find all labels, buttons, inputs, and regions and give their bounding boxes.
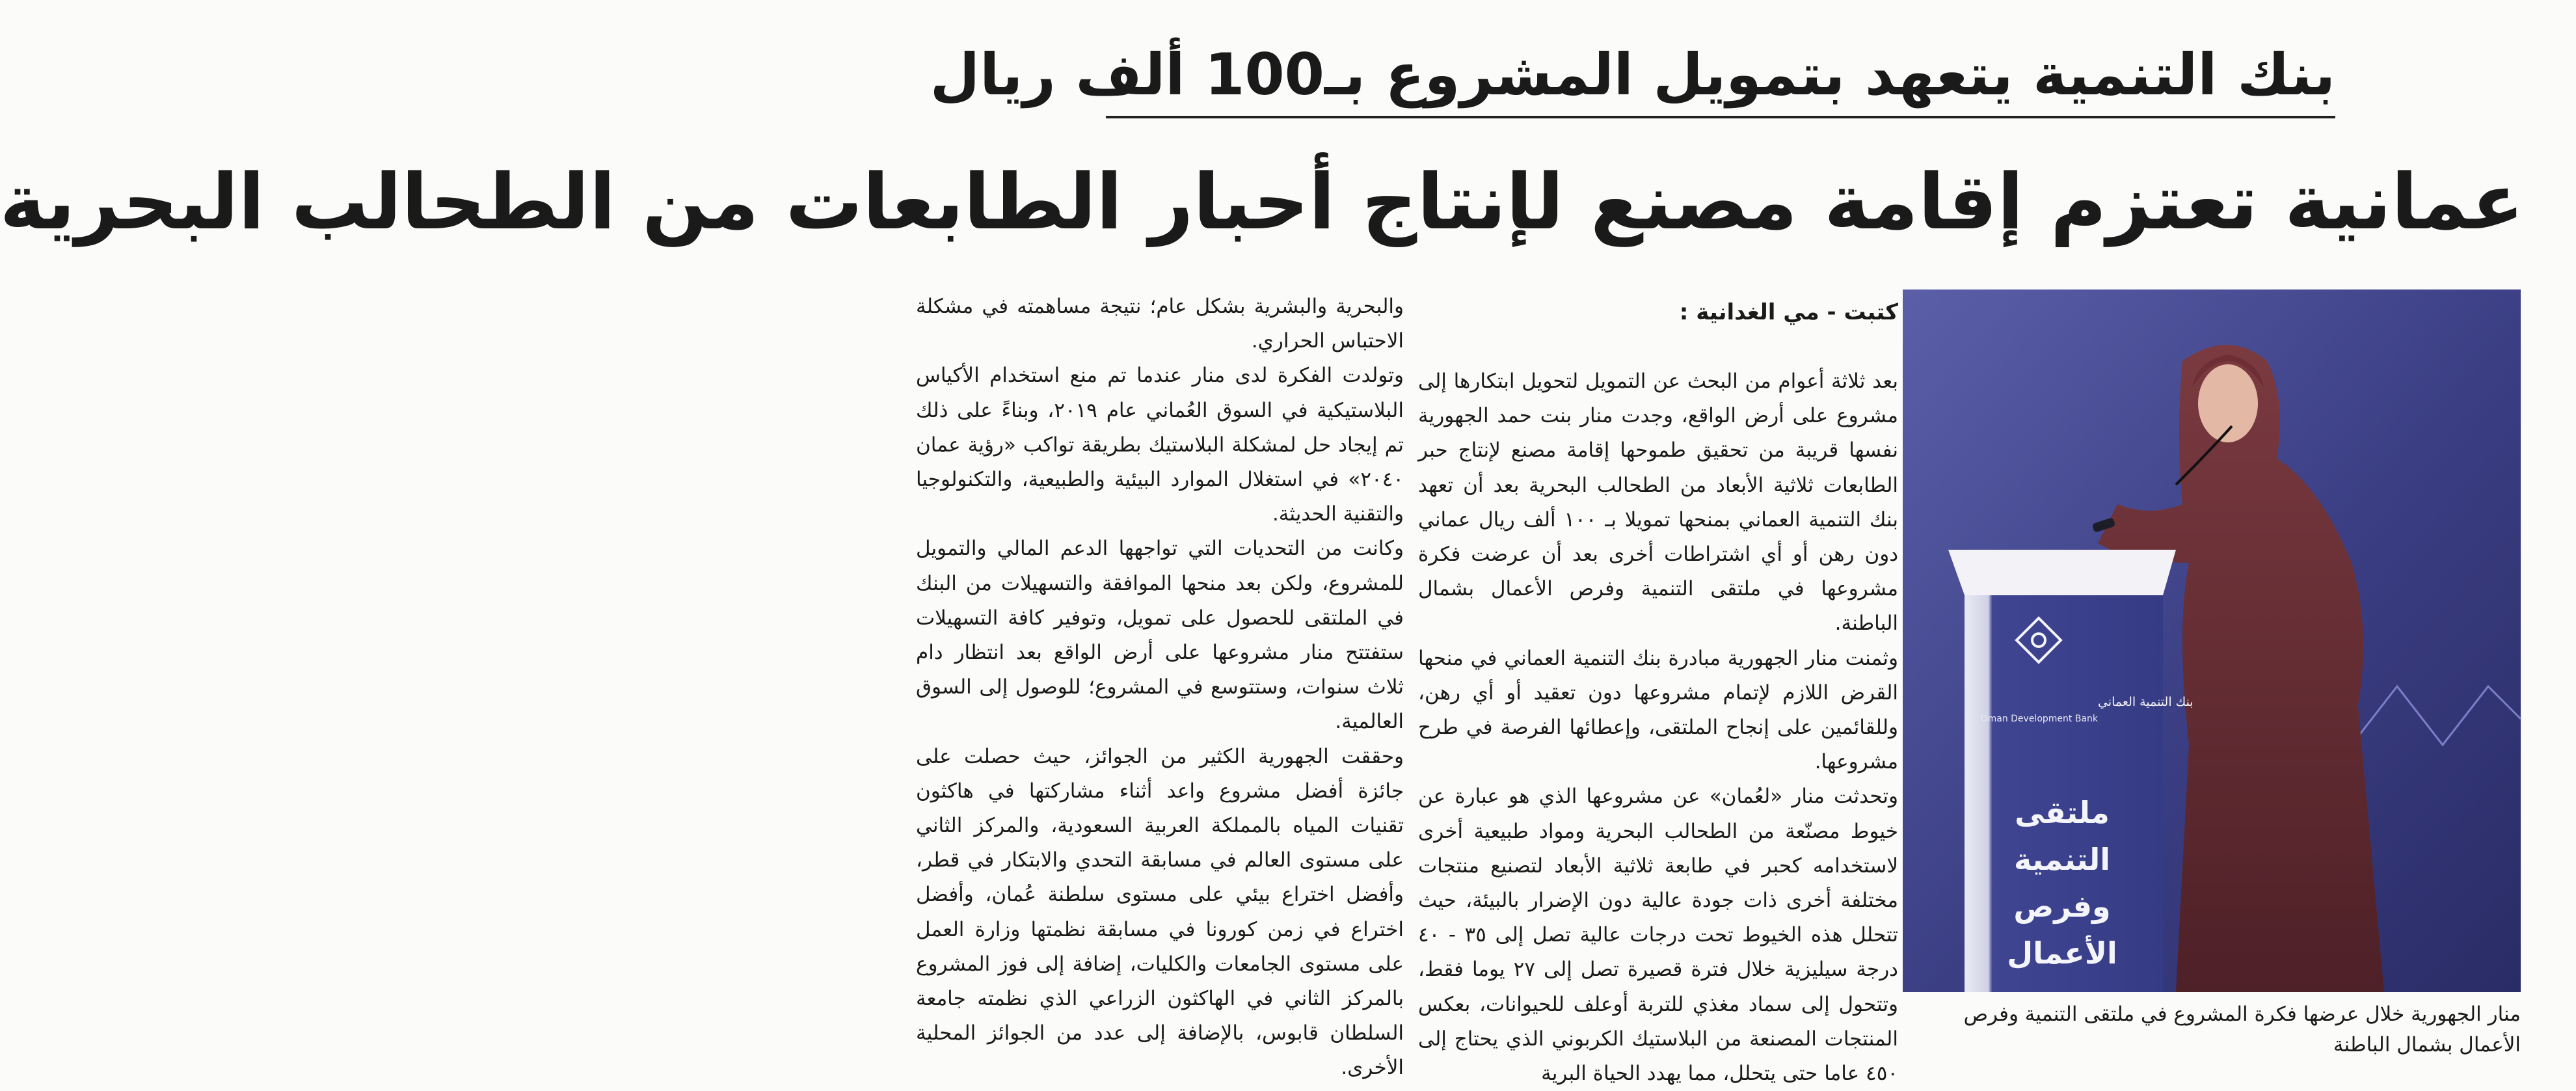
paragraph: وثمنت منار الجهورية مبادرة بنك التنمية العماني في منحها القرض اللازم لإتمام مشروعها دون تعقيد أو أي رهن، وللقائمين على إنجاح الملتقى، وإعطائها الفرصة في طرح مشروعها. — [1418, 646, 1898, 774]
podium-logo-english: Oman Development Bank — [1980, 714, 2098, 724]
paragraph: وكانت من التحديات التي تواجهها الدعم المالي والتمويل للمشروع، ولكن بعد منحها الموافقة والتسهيلات من البنك في الملتقى للحصول على تمويل، وتوفير كافة التسهيلات ستفتتح منار مشروعها على أرض الواقع بعد انتظار دام ثلاث سنوات، وستتوسع في المشروع؛ للوصول إلى السوق العالمية. — [916, 537, 1404, 734]
byline: كتبت - مي الغدانية : — [1679, 299, 1898, 325]
podium-text-line: الأعمال — [2007, 936, 2117, 971]
left-column — [916, 290, 1404, 1080]
paragraph: وتولدت الفكرة لدى منار عندما تم منع استخدام الأكياس البلاستيكية في السوق العُماني عام ٢٠١٩، وبناءً على ذلك تم إيجاد حل لمشكلة البلاستيك بطريقة تواكب «رؤية عمان ٢٠٤٠» في استغلال الموارد البيئية والطبيعية، والتكنولوجيا والتقنية الحديثة. — [916, 364, 1404, 526]
podium-text-line: التنمية — [2013, 842, 2111, 877]
photo-caption: منار الجهورية خلال عرضها فكرة المشروع في ملتقى التنمية وفرص الأعمال بشمال الباطنة — [1963, 1003, 2521, 1057]
podium-text-line: ملتقى — [2015, 795, 2110, 830]
article-photo — [1903, 290, 2521, 992]
podium-logo-arabic: بنك التنمية العماني — [2098, 695, 2194, 709]
paragraph: والبحرية والبشرية بشكل عام؛ نتيجة مساهمته في مشكلة الاحتباس الحراري. — [916, 295, 1404, 353]
paragraph: بعد ثلاثة أعوام من البحث عن التمويل لتحويل ابتكارها إلى مشروع على أرض الواقع، وجدت منار بنت حمد الجهورية نفسها قريبة من تحقيق طموحها إقامة مصنع لإنتاج حبر الطابعات ثلاثية الأبعاد من الطحالب البحرية بعد أن تعهد بنك التنمية العماني بمنحها تمويلا بـ ١٠٠ ألف ريال عماني دون رهن أو أي اشتراطات أخرى بعد أن عرضت فكرة مشروعها في ملتقى التنمية وفرص الأعمال بشمال الباطنة. — [1418, 370, 1899, 636]
podium — [1948, 550, 2194, 992]
kicker-divider — [1106, 116, 2335, 118]
paragraph: وحققت الجهورية الكثير من الجوائز، حيث حصلت على جائزة أفضل مشروع واعد أثناء مشاركتها في هاكثون تقنيات المياه بالمملكة العربية السعودية، والمركز الثاني على مستوى العالم في مسابقة التحدي والابتكار في قطر، وأفضل اختراع بيئي على مستوى سلطنة عُمان، وأفضل اختراع في زمن كورونا في مسابقة نظمتها وزارة العمل على مستوى الجامعات والكليات، إضافة إلى فوز المشروع بالمركز الثاني في الهاكثون الزراعي الذي نظمته جامعة السلطان قابوس، بالإضافة إلى عدد من الجوائز المحلية الأخرى. — [916, 744, 1404, 1080]
speaker-photo-illustration — [1903, 290, 2521, 992]
article-headline: عمانية تعتزم إقامة مصنع لإنتاج أحبار الطابعات من الطحالب البحرية — [0, 157, 2524, 247]
middle-column — [1418, 364, 1899, 1086]
podium-text-line: وفرص — [2013, 889, 2111, 924]
paragraph: وتحدثت منار «لعُمان» عن مشروعها الذي هو عبارة عن خيوط مصنّعة من الطحالب البحرية ومواد طبيعية أخرى لاستخدامه كحبر في طابعة ثلاثية الأبعاد لتصنيع منتجات مختلفة أخرى ذات جودة عالية دون الإضرار بالبيئة، حيث تتحلل هذه الخيوط تحت درجات عالية تصل إلى ٣٥ - ٤٠ درجة سيليزية خلال فترة قصيرة تصل إلى ٢٧ يوما فقط، وتتحول إلى سماد مغذي للتربة أوعلف للحيوانات، بعكس المنتجات المصنعة من البلاستيك الكربوني الذي يحتاج إلى ٤٥٠ عاما حتى يتحلل، مما يهدد الحياة البرية — [1418, 785, 1898, 1086]
article-kicker: بنك التنمية يتعهد بتمويل المشروع بـ100 ألف ريال — [930, 41, 2335, 108]
